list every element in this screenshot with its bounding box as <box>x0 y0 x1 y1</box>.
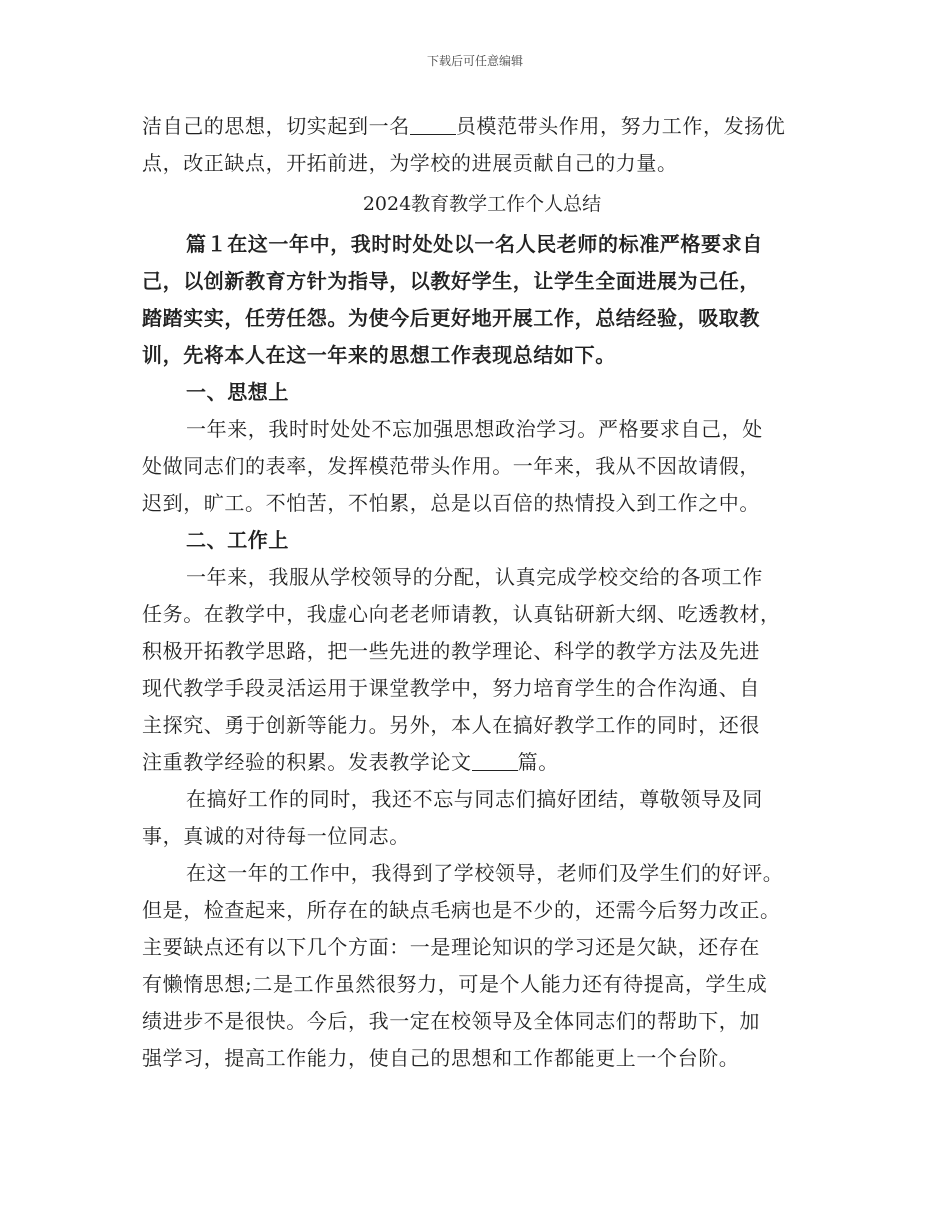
paragraph-line <box>142 744 822 781</box>
intro-line-1 <box>142 108 822 145</box>
paragraph-line: 处做同志们的表率，发挥模范带头作用。一年来，我从不因故请假， <box>142 454 760 478</box>
paragraph-line: 主探究、勇于创新等能力。另外，本人在搞好教学工作的同时，还很 <box>142 713 760 737</box>
document-body <box>142 108 822 1077</box>
paragraph-line: 在搞好工作的同时，我还不忘与同志们搞好团结，尊敬领导及同 <box>186 787 763 811</box>
paragraph-line: 现代教学手段灵活运用于课堂教学中，努力培育学生的合作沟通、自 <box>142 676 760 700</box>
paragraph-line: 强学习，提高工作能力，使自己的思想和工作都能更上一个台阶。 <box>142 1046 740 1070</box>
paragraph-line: 积极开拓教学思路，把一些先进的教学理论、科学的教学方法及先进 <box>142 639 760 663</box>
paper-text-b: 篇。 <box>517 750 559 774</box>
document-title: 2024教育教学工作个人总结 <box>362 193 602 215</box>
paragraph-line: 己，以创新教育方针为指导，以教好学生，让学生全面进展为己任， <box>142 269 760 293</box>
paragraph-line: 有懒惰思想;二是工作虽然很努力，可是个人能力还有待提高，学生成 <box>142 972 768 996</box>
paragraph-line: 绩进步不是很快。今后，我一定在校领导及全体同志们的帮助下，加 <box>142 1009 760 1033</box>
paragraph-line: 篇１在这一年中，我时时处处以一名人民老师的标准严格要求自 <box>186 232 763 256</box>
intro-text-b: 员模范带头作用，努力工作，发扬优 <box>455 114 786 138</box>
paragraph-line: 但是，检查起来，所存在的缺点毛病也是不少的，还需今后努力改正。 <box>142 898 781 922</box>
fill-blank <box>472 752 518 771</box>
paragraph-line: 迟到，旷工。不怕苦，不怕累，总是以百倍的热情投入到工作之中。 <box>142 491 760 515</box>
paper-text-a: 注重教学经验的积累。发表教学论文 <box>142 750 472 774</box>
section-heading-thought: 一、思想上 <box>186 380 289 404</box>
paragraph-line: 一年来，我服从学校领导的分配，认真完成学校交给的各项工作 <box>186 565 763 589</box>
intro-text-a: 洁自己的思想，切实起到一名 <box>142 114 410 138</box>
paragraph-line: 任务。在教学中，我虚心向老老师请教，认真钻研新大纲、吃透教材， <box>142 602 781 626</box>
paragraph-line: 在这一年的工作中，我得到了学校领导，老师们及学生们的好评。 <box>186 861 784 885</box>
page-header: 下载后可任意编辑 <box>426 54 523 68</box>
fill-blank <box>410 116 456 135</box>
paragraph-line: 一年来，我时时处处不忘加强思想政治学习。严格要求自己，处 <box>186 417 763 441</box>
paragraph-line: 训，先将本人在这一年来的思想工作表现总结如下。 <box>142 343 616 367</box>
intro-line-2: 点，改正缺点，开拓前进，为学校的进展贡献自己的力量。 <box>142 151 678 175</box>
paragraph-line: 主要缺点还有以下几个方面：一是理论知识的学习还是欠缺，还存在 <box>142 935 760 959</box>
paragraph-line: 事，真诚的对待每一位同志。 <box>142 824 410 848</box>
section-heading-work: 二、工作上 <box>186 528 289 552</box>
paragraph-line: 踏踏实实，任劳任怨。为使今后更好地开展工作，总结经验，吸取教 <box>142 306 760 330</box>
